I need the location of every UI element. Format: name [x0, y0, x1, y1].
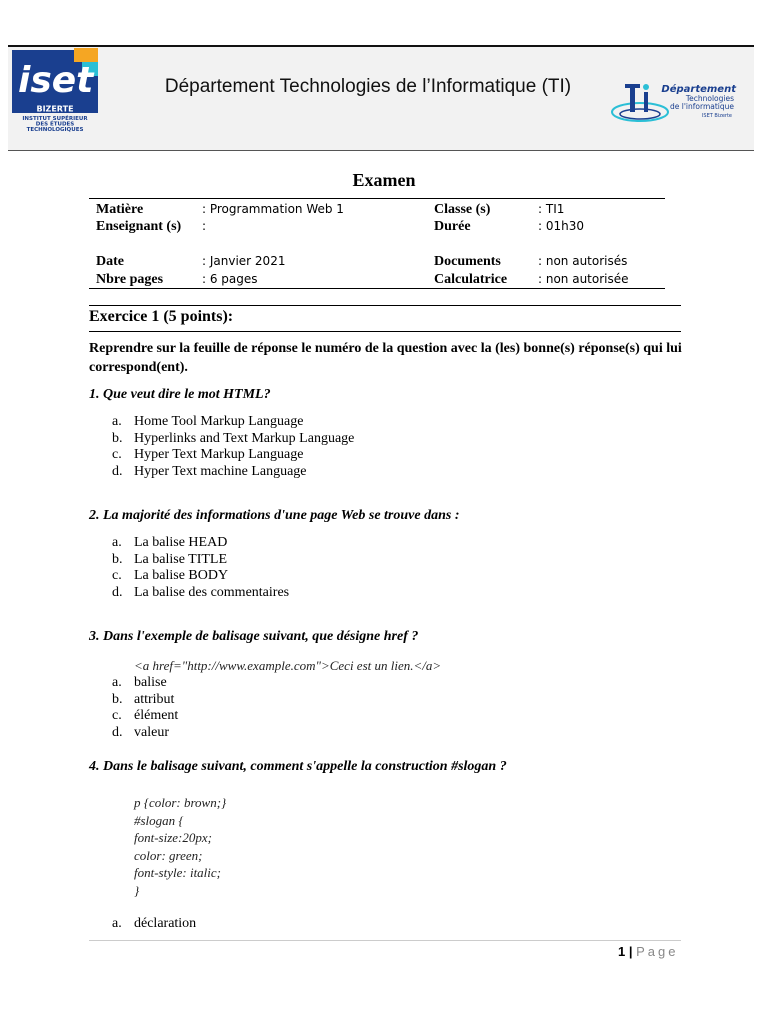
code-line: p {color: brown;} [134, 795, 227, 810]
info-top-rule [89, 198, 665, 199]
option [89, 552, 289, 569]
question-3-code: <a href="http://www.example.com">Ceci est un lien.</a> [134, 658, 442, 673]
option-letter: c. [112, 708, 122, 724]
option-letter: a. [112, 916, 122, 931]
info-value-class: : TI1 [538, 202, 565, 216]
option-text: Hyper Text Markup Language [134, 447, 304, 463]
info-label-calculator: Calculatrice [434, 272, 508, 287]
option-letter: d. [112, 463, 123, 479]
info-value-date: : Janvier 2021 [202, 254, 286, 268]
option [89, 585, 289, 602]
header-bottom-rule [8, 150, 754, 151]
question-4-code [134, 794, 226, 899]
logo-line-3: TECHNOLOGIQUES [26, 127, 84, 133]
info-value-pages: : 6 pages [202, 272, 258, 286]
option-letter: b. [112, 691, 123, 707]
question-4: 4. Dans le balisage suivant, comment s'appelle la construction #slogan ? [89, 759, 507, 774]
option-letter: d. [112, 584, 123, 600]
option-text: attribut [134, 691, 175, 707]
department-logo [610, 78, 740, 128]
question-2: 2. La majorité des informations d'une page Web se trouve dans : [89, 508, 460, 523]
exercise-title: Exercice 1 (5 points): [89, 308, 234, 325]
code-line: color: green; [134, 847, 203, 863]
option [89, 675, 178, 692]
info-value-calculator: : non autorisée [538, 272, 629, 286]
option-letter: b. [112, 551, 123, 567]
dept-logo-line-4: ISET Bizerte [701, 113, 732, 119]
option [89, 692, 178, 709]
page-label: Page [636, 944, 679, 959]
option-letter: c. [112, 568, 122, 584]
iset-logo [12, 48, 98, 134]
footer-rule [89, 940, 681, 941]
dept-logo-line-3: de l'informatique [670, 102, 734, 111]
option [89, 916, 196, 933]
option-text: déclaration [134, 916, 197, 931]
option [89, 725, 178, 742]
option-text: valeur [134, 724, 169, 740]
info-label-class: Classe (s) [434, 202, 491, 217]
option-letter: c. [112, 447, 122, 463]
info-label-teacher: Enseignant (s) [96, 219, 182, 234]
option-text: Home Tool Markup Language [134, 414, 304, 429]
logo-line-1: INSTITUT SUPÉRIEUR [22, 116, 88, 122]
question-4-options [89, 916, 196, 933]
info-label-pages: Nbre pages [96, 272, 164, 287]
code-line: font-style: italic; [134, 865, 222, 880]
code-line: } [134, 882, 140, 898]
info-value-duration: : 01h30 [538, 219, 585, 233]
option [89, 568, 289, 585]
option-text: La balise des commentaires [134, 584, 290, 600]
question-1: 1. Que veut dire le mot HTML? [89, 387, 271, 402]
option-letter: a. [112, 414, 122, 429]
option-text: élément [134, 708, 179, 724]
option [89, 464, 354, 481]
page-number-separator: | [628, 944, 633, 959]
option-text: La balise TITLE [134, 551, 228, 567]
logo-line-2: DES ÉTUDES [35, 121, 75, 128]
exam-title: Examen [352, 170, 416, 190]
option-text: balise [134, 675, 167, 690]
question-1-options [89, 414, 354, 480]
exercise-instruction: Reprendre sur la feuille de réponse le numéro de la question avec la (les) bonne(s) réponse(s) qui lui correspond(ent). [89, 341, 682, 375]
page-number-value: 1 [618, 944, 626, 959]
info-bottom-rule [89, 288, 665, 289]
option-text: La balise BODY [134, 568, 229, 584]
page-number [618, 944, 679, 959]
exercise-top-rule [89, 305, 681, 306]
option-letter: a. [112, 675, 122, 690]
question-3: 3. Dans l'exemple de balisage suivant, que désigne href ? [89, 629, 419, 644]
info-label-date: Date [96, 254, 124, 269]
option [89, 708, 178, 725]
logo-band-text: BIZERTE [36, 104, 74, 114]
option-text: La balise HEAD [134, 535, 228, 550]
option-letter: d. [112, 724, 123, 740]
dept-logo-line-1: Département [661, 84, 736, 95]
code-line: #slogan { [134, 812, 184, 828]
info-label-documents: Documents [434, 254, 501, 269]
code-line: font-size:20px; [134, 830, 212, 845]
option [89, 535, 289, 552]
option [89, 414, 354, 431]
info-value-subject: : Programmation Web 1 [202, 202, 344, 216]
option [89, 431, 354, 448]
question-3-options [89, 675, 178, 741]
option-letter: b. [112, 430, 123, 446]
exercise-bottom-rule [89, 331, 681, 332]
option-letter: a. [112, 535, 122, 550]
info-value-teacher: : [202, 219, 207, 233]
info-value-documents: : non autorisés [538, 254, 628, 268]
option-text: Hyper Text machine Language [134, 463, 307, 479]
logo-mark: iset [18, 60, 94, 101]
option [89, 447, 354, 464]
question-2-options [89, 535, 289, 601]
option-text: Hyperlinks and Text Markup Language [134, 430, 355, 446]
header-title: Département Technologies de l’Informatique (TI) [164, 76, 572, 97]
info-label-duration: Durée [434, 219, 471, 234]
info-label-subject: Matière [96, 202, 144, 217]
dept-logo-line-2: Technologies [685, 94, 734, 103]
